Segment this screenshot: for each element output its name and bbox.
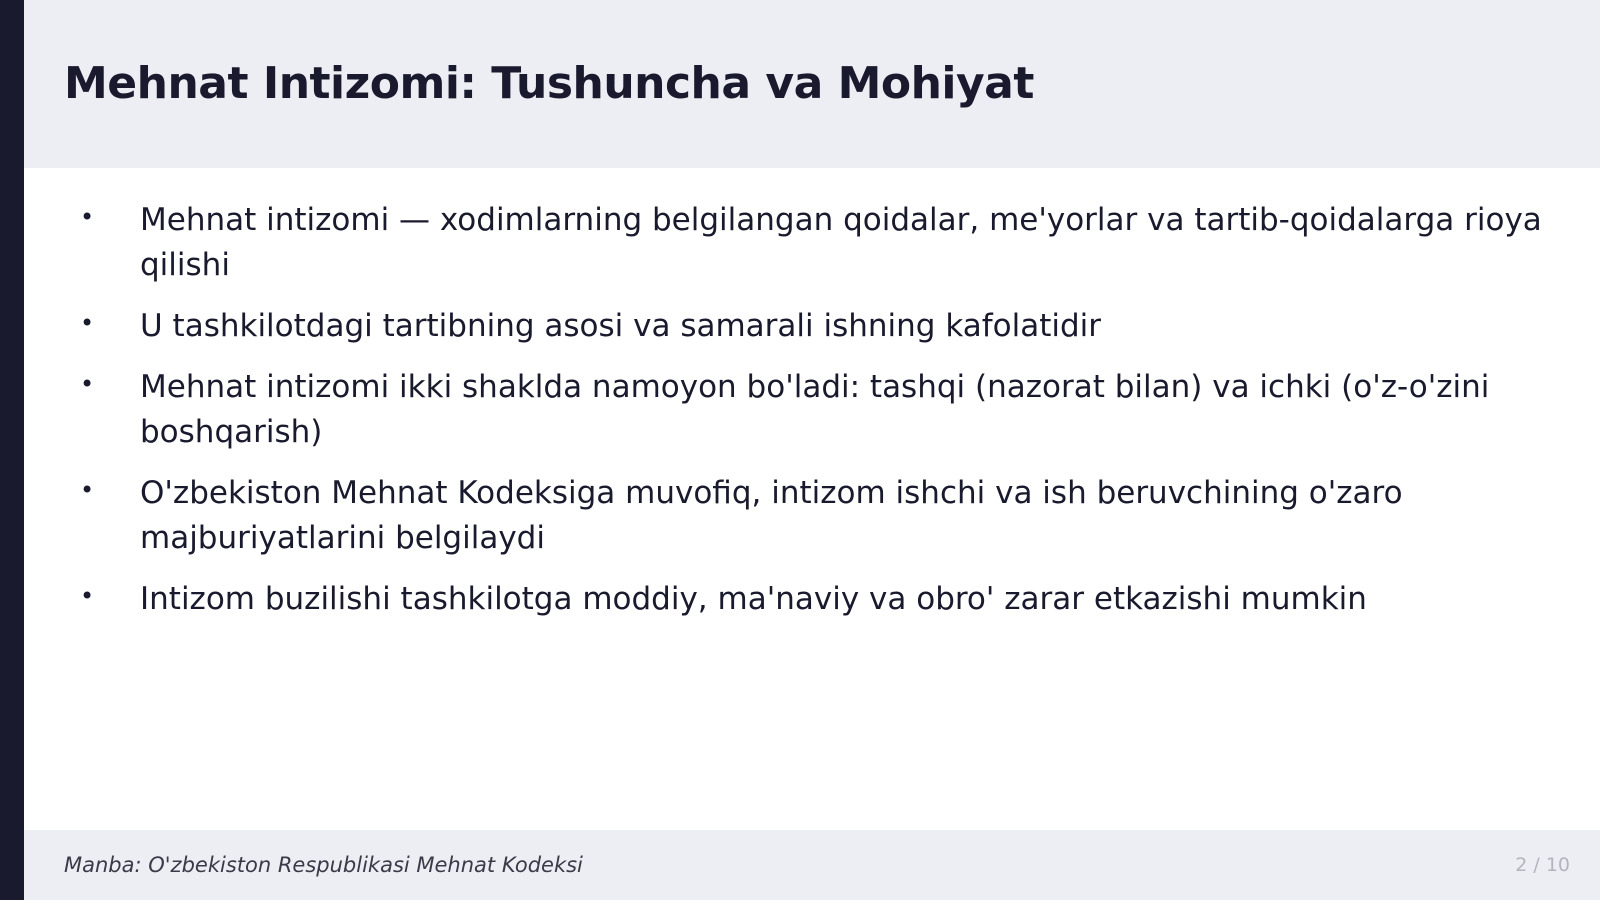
bullet-dot-icon: • — [80, 476, 95, 504]
bullet-dot-icon: • — [80, 370, 95, 398]
bullet-dot-icon: • — [80, 582, 95, 610]
bullet-item — [80, 365, 1560, 455]
footer-source: Manba: O'zbekiston Respublikasi Mehnat Kodeksi — [64, 853, 583, 877]
bullet-text: Intizom buzilishi tashkilotga moddiy, ma'naviy va obro' zarar etkazishi mumkin — [140, 581, 1367, 617]
slide-header — [24, 0, 1600, 168]
slide-footer — [24, 830, 1600, 900]
bullet-item — [80, 198, 1560, 288]
bullet-text: O'zbekiston Mehnat Kodeksiga muvofiq, intizom ishchi va ish beruvchining o'zaro majburiyatlarini belgilaydi — [140, 475, 1403, 556]
bullet-text: Mehnat intizomi ikki shaklda namoyon bo'ladi: tashqi (nazorat bilan) va ichki (o'z-o'zini boshqarish) — [140, 369, 1490, 450]
bullet-item — [80, 471, 1560, 561]
left-accent-bar — [0, 0, 24, 900]
bullet-item — [80, 304, 1560, 349]
bullet-dot-icon: • — [80, 203, 95, 231]
slide-content — [24, 168, 1600, 830]
bullet-item — [80, 577, 1560, 622]
bullet-dot-icon: • — [80, 309, 95, 337]
slide-title: Mehnat Intizomi: Tushuncha va Mohiyat — [64, 58, 1034, 109]
bullet-list — [80, 198, 1560, 638]
bullet-text: Mehnat intizomi — xodimlarning belgilangan qoidalar, me'yorlar va tartib-qoidalarga rioya qilishi — [140, 202, 1542, 283]
page-number: 2 / 10 — [1515, 854, 1570, 876]
bullet-text: U tashkilotdagi tartibning asosi va samarali ishning kafolatidir — [140, 308, 1102, 344]
